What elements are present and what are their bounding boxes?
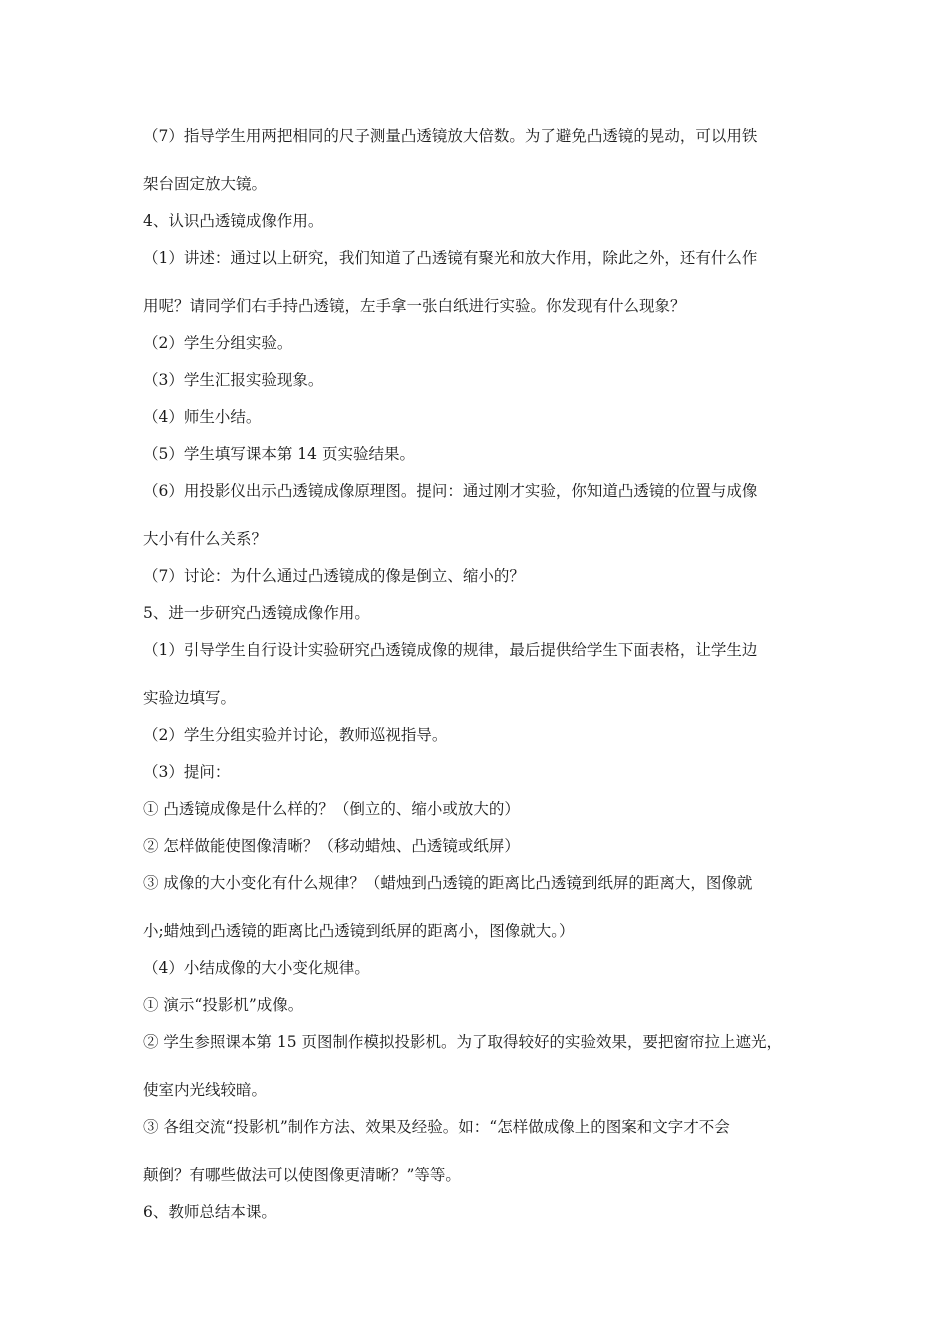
text-line: 实验边填写。: [143, 689, 237, 707]
text-line: ① 演示“投影机”成像。: [143, 996, 304, 1014]
text-line: ③ 各组交流“投影机”制作方法、效果及经验。如：“怎样做成像上的图案和文字才不会: [143, 1118, 730, 1136]
text-line: （7）讨论：为什么通过凸透镜成的像是倒立、缩小的？: [143, 567, 525, 585]
text-line: （6）用投影仪出示凸透镜成像原理图。提问：通过刚才实验，你知道凸透镜的位置与成像: [143, 482, 758, 500]
text-line: ② 怎样做能使图像清晰？（移动蜡烛、凸透镜或纸屏）: [143, 837, 520, 855]
text-line: 颠倒？有哪些做法可以使图像更清晰？”等等。: [143, 1166, 461, 1184]
text-line: 使室内光线较暗。: [143, 1081, 268, 1099]
text-line: （3）学生汇报实验现象。: [143, 371, 324, 389]
section-heading: 4、认识凸透镜成像作用。: [143, 212, 324, 230]
text-line: （1）引导学生自行设计实验研究凸透镜成像的规律，最后提供给学生下面表格，让学生边: [143, 641, 758, 659]
text-line: （7）指导学生用两把相同的尺子测量凸透镜放大倍数。为了避免凸透镜的晃动，可以用铁: [143, 127, 758, 145]
text-line: （5）学生填写课本第 14 页实验结果。: [143, 445, 415, 463]
text-line: （4）小结成像的大小变化规律。: [143, 959, 370, 977]
text-line: （4）师生小结。: [143, 408, 262, 426]
text-line: （3）提问：: [143, 763, 231, 781]
text-line: （2）学生分组实验。: [143, 334, 293, 352]
text-line: 大小有什么关系？: [143, 530, 268, 548]
text-line: ③ 成像的大小变化有什么规律？（蜡烛到凸透镜的距离比凸透镜到纸屏的距离大，图像就: [143, 874, 753, 892]
text-line: 小;蜡烛到凸透镜的距离比凸透镜到纸屏的距离小，图像就大。）: [143, 922, 575, 940]
section-heading: 6、教师总结本课。: [143, 1203, 277, 1221]
text-line: 架台固定放大镜。: [143, 175, 268, 193]
section-heading: 5、进一步研究凸透镜成像作用。: [143, 604, 370, 622]
text-line: （2）学生分组实验并讨论，教师巡视指导。: [143, 726, 448, 744]
text-line: ② 学生参照课本第 15 页图制作模拟投影机。为了取得较好的实验效果，要把窗帘拉上遮光，: [143, 1033, 783, 1051]
text-line: （1）讲述：通过以上研究，我们知道了凸透镜有聚光和放大作用，除此之外，还有什么作: [143, 249, 758, 267]
text-line: 用呢？请同学们右手持凸透镜，左手拿一张白纸进行实验。你发现有什么现象？: [143, 297, 686, 315]
text-line: ① 凸透镜成像是什么样的？（倒立的、缩小或放大的）: [143, 800, 520, 818]
